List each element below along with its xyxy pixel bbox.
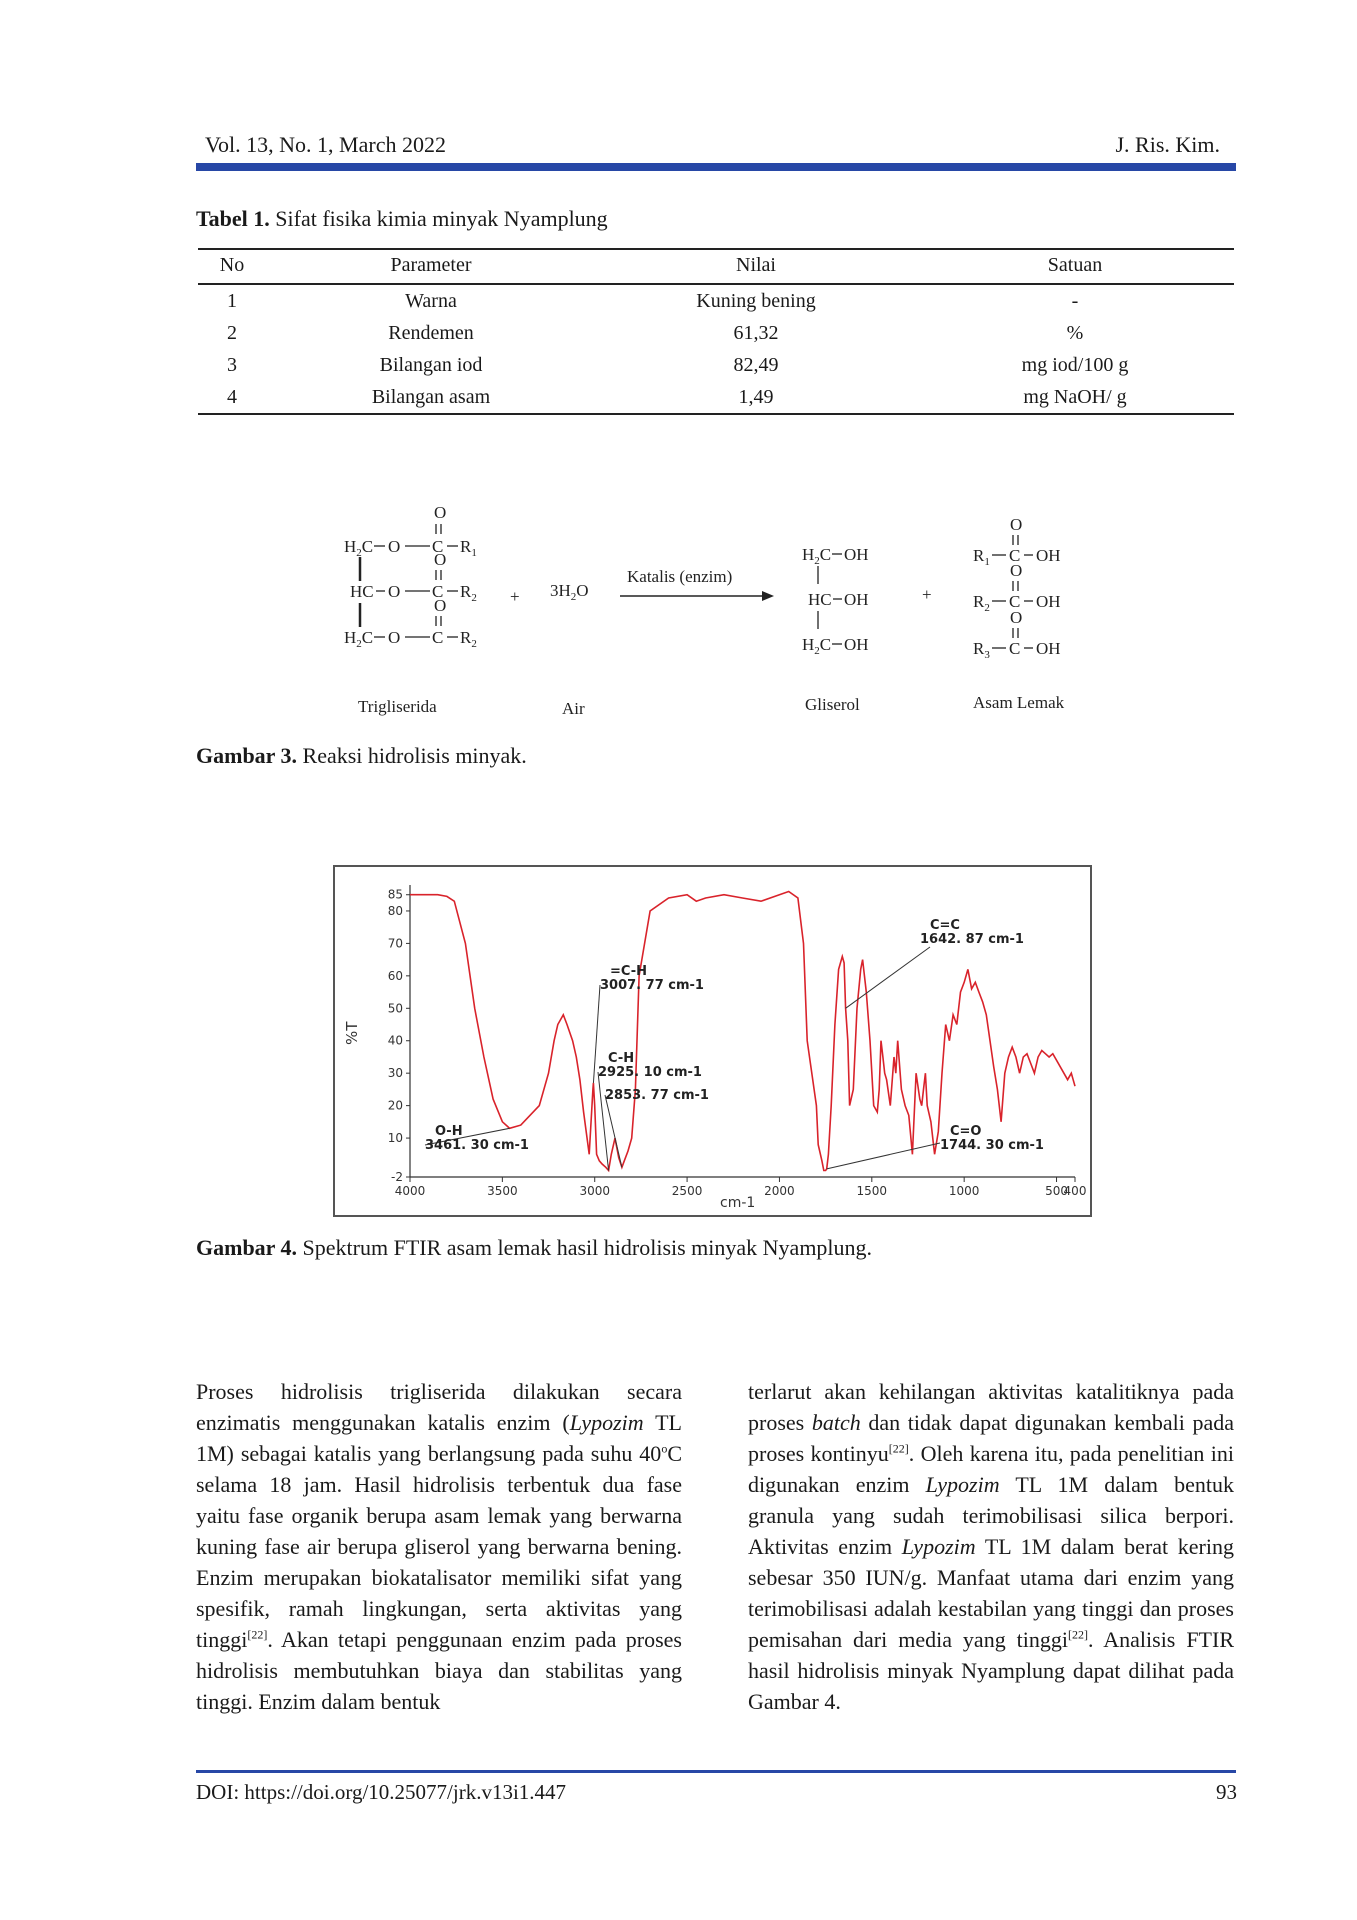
- plus-sign: +: [510, 587, 520, 606]
- ftir-y-tick-label: 30: [387, 1066, 403, 1081]
- ftir-annotation-value: 3007. 77 cm-1: [600, 978, 704, 993]
- ftir-annotations: [425, 918, 1044, 1171]
- cell-satuan: mg iod/100 g: [1021, 353, 1129, 376]
- properties-table: [198, 248, 1234, 415]
- figure4-caption: [196, 1235, 872, 1261]
- svg-text:OH: OH: [1036, 592, 1061, 611]
- atom-r2: $R_2$: [460, 582, 477, 604]
- ftir-x-tick-label: 2500: [671, 1184, 703, 1198]
- reaction-arrowhead: [762, 591, 774, 601]
- ftir-y-tick-label: 85: [387, 887, 403, 902]
- text-run: TL 1M) sebagai katalis yang berlangsung pada suhu 40: [196, 1410, 682, 1466]
- svg-text:OH: OH: [844, 590, 869, 609]
- ftir-annotation-group: =C-H: [610, 964, 648, 979]
- ftir-annotation-group: O-H: [435, 1124, 463, 1139]
- ftir-annotation: [605, 1088, 709, 1167]
- paragraph: [748, 1376, 1234, 1717]
- citation-ref[interactable]: [22]: [888, 1441, 909, 1456]
- atom-c-3: C: [432, 628, 444, 647]
- water-formula: $3H_2O$: [550, 581, 589, 603]
- cell-parameter: Rendemen: [388, 321, 474, 344]
- label-gliserol: Gliserol: [805, 695, 860, 714]
- svg-text:R1: $R_1$: [973, 546, 990, 568]
- atom-o: O: [434, 550, 447, 569]
- svg-text:O: O: [1010, 561, 1023, 580]
- text-run: TL 1M dalam berat kering sebesar 350 IUN/g. Manfaat utama dari enzim yang terimobilisasi adalah kestabilan yang tinggi dan proses pemisahan dari media yang tinggi: [748, 1534, 1234, 1652]
- ftir-y-tick-label: -2: [391, 1170, 403, 1184]
- atom-h2c-1: $H_2C$: [344, 537, 374, 559]
- svg-text:OH: OH: [1036, 546, 1061, 565]
- svg-text:O: O: [1010, 608, 1023, 627]
- text-run-italic: Lypozim: [901, 1534, 976, 1559]
- ftir-y-axis-label: %T: [343, 1021, 361, 1045]
- table-header-row: [198, 249, 1234, 284]
- atom-o: O: [434, 503, 447, 522]
- svg-text:O: O: [1010, 515, 1023, 534]
- atom-o-ester-2: O: [388, 582, 401, 601]
- text-run: . Oleh karena itu, pada penelitian ini digunakan enzim: [748, 1441, 1234, 1497]
- table-row: [198, 284, 1234, 317]
- cell-no: 2: [227, 321, 237, 344]
- ftir-annotation-leader: [598, 1072, 609, 1171]
- ftir-annotation-value: 3461. 30 cm-1: [425, 1138, 529, 1153]
- cell-nilai: 1,49: [596, 381, 916, 414]
- figure4-caption-text: Spektrum FTIR asam lemak hasil hidrolisis minyak Nyamplung.: [297, 1235, 873, 1260]
- fatty-acid-structure: [973, 515, 1061, 661]
- ftir-x-tick-label: 1000: [948, 1184, 980, 1198]
- ftir-annotation-group: C-H: [608, 1051, 635, 1066]
- cell-satuan: mg NaOH/ g: [916, 381, 1234, 414]
- text-run: TL 1M dalam bentuk granula yang sudah terimobilisasi silica berpori. Aktivitas enzim: [748, 1472, 1234, 1559]
- atom-r1: $R_1$: [460, 537, 477, 559]
- ftir-y-tick-label: 20: [387, 1098, 403, 1113]
- cell-parameter: Warna: [405, 289, 457, 312]
- svg-text:R2: $R_2$: [973, 592, 990, 614]
- text-run-italic: Lypozim: [925, 1472, 1000, 1497]
- ftir-x-tick-label: 400: [1063, 1184, 1087, 1198]
- cell-parameter: Bilangan asam: [266, 381, 596, 414]
- ftir-annotation-value: 1744. 30 cm-1: [940, 1138, 1044, 1153]
- svg-text:H2C: $H_2C$: [802, 545, 832, 567]
- ftir-y-tick-label: 10: [387, 1131, 403, 1146]
- label-air: Air: [562, 699, 585, 718]
- ftir-x-tick-label: 4000: [394, 1184, 426, 1198]
- ftir-x-tick-label: 2000: [764, 1184, 795, 1198]
- svg-text:C: C: [1009, 592, 1021, 611]
- ftir-x-tick-label: 1500: [856, 1184, 888, 1198]
- glycerol-structure: [802, 545, 869, 657]
- journal-volume: Vol. 13, No. 1, March 2022: [205, 132, 446, 157]
- svg-text:C: C: [1009, 639, 1021, 658]
- figure3-caption-text: Reaksi hidrolisis minyak.: [297, 743, 527, 768]
- cell-nilai: Kuning bening: [696, 289, 816, 312]
- citation-ref[interactable]: [22]: [247, 1627, 268, 1642]
- svg-text:H2C: $H_2C$: [802, 635, 832, 657]
- text-run: . Akan tetapi penggunaan enzim pada proses hidrolisis membutuhkan biaya dan stabilitas yang tinggi. Enzim dalam bentuk: [196, 1627, 682, 1714]
- svg-text:C: C: [1009, 546, 1021, 565]
- table-row: [198, 317, 1234, 349]
- col-header-parameter: Parameter: [266, 249, 596, 284]
- ftir-y-tick-label: 80: [387, 903, 403, 918]
- hydrolysis-reaction-scheme: [330, 500, 1110, 725]
- table-row: [198, 381, 1234, 414]
- ftir-annotation-leader: [846, 947, 930, 1008]
- ftir-y-tick-label: 40: [387, 1033, 403, 1048]
- cell-satuan: -: [1071, 289, 1079, 312]
- text-run: Proses hidrolisis trigliserida dilakukan secara enzimatis menggunakan katalis enzim (: [196, 1379, 682, 1435]
- ftir-x-tick-label: 500: [1045, 1184, 1068, 1198]
- text-run: . Analisis FTIR hasil hidrolisis minyak Nyamplung dapat dilihat pada Gambar 4.: [748, 1627, 1234, 1714]
- atom-c-1: C: [432, 537, 444, 556]
- ftir-chart: [335, 867, 1090, 1215]
- ftir-annotation-group: C=O: [950, 1124, 982, 1139]
- figure4-caption-label: Gambar 4.: [196, 1235, 298, 1260]
- cell-no: 1: [227, 289, 237, 312]
- atom-c-2: C: [432, 582, 444, 601]
- text-run-italic: batch: [811, 1410, 861, 1435]
- cell-nilai: 61,32: [733, 321, 779, 344]
- ftir-annotation-value: 2853. 77 cm-1: [605, 1088, 709, 1103]
- footer-rule: [196, 1770, 1236, 1773]
- ftir-annotation-value: 2925. 10 cm-1: [598, 1065, 702, 1080]
- table-row: [198, 349, 1234, 381]
- atom-hc: HC: [350, 582, 374, 601]
- cell-nilai: 82,49: [733, 353, 779, 376]
- paragraph: [196, 1376, 682, 1717]
- figure3-caption-label: Gambar 3.: [196, 743, 298, 768]
- cell-parameter: Bilangan iod: [379, 353, 483, 376]
- ftir-annotation: [598, 1051, 702, 1171]
- table-caption-label: Tabel 1.: [196, 206, 270, 231]
- cell-no: 4: [198, 381, 266, 414]
- atom-o-ester-1: O: [388, 537, 401, 556]
- page-number: 93: [1216, 1780, 1237, 1804]
- citation-ref[interactable]: [22]: [1068, 1627, 1088, 1642]
- figure3-caption: [196, 743, 527, 769]
- ftir-x-axis-label: cm-1: [720, 1195, 756, 1211]
- ftir-x-tick-label: 3000: [579, 1184, 610, 1198]
- ftir-chart-frame: [333, 865, 1092, 1217]
- table-caption: [196, 206, 608, 232]
- col-header-satuan: Satuan: [916, 249, 1234, 284]
- table-caption-text: Sifat fisika kimia minyak Nyamplung: [269, 206, 608, 231]
- ftir-annotation-group: C=C: [930, 918, 960, 933]
- svg-text:OH: OH: [844, 635, 869, 654]
- ftir-y-tick-label: 50: [387, 1001, 403, 1016]
- triglyceride-structure: [344, 503, 477, 650]
- text-run: C selama 18 jam. Hasil hidrolisis terbentuk dua fase yaitu fase organik berupa asam lemak yang berwarna kuning fase air berupa gliserol yang berwarna bening. Enzim merupakan biokatalisator memiliki sifat yang spesifik, ramah lingkungan, serta aktivitas yang tinggi: [196, 1441, 682, 1652]
- ftir-y-tick-label: 60: [387, 968, 403, 983]
- doi-link[interactable]: DOI: https://doi.org/10.25077/jrk.v13i1.447: [196, 1780, 567, 1804]
- ftir-x-tick-label: 3500: [487, 1184, 518, 1198]
- header-rule: [196, 163, 1236, 171]
- body-column-left: [196, 1376, 682, 1717]
- text-run: dan tidak dapat digunakan kembali pada proses kontinyu: [748, 1410, 1234, 1466]
- journal-name: J. Ris. Kim.: [1115, 132, 1220, 157]
- ftir-y-tick-label: 70: [387, 936, 403, 951]
- label-trigliserida: Trigliserida: [358, 697, 437, 716]
- svg-text:R3: $R_3$: [973, 639, 990, 661]
- col-header-nilai: Nilai: [596, 249, 916, 284]
- ftir-annotation: [425, 1124, 529, 1153]
- svg-text:HC: HC: [808, 590, 832, 609]
- svg-text:OH: OH: [844, 545, 869, 564]
- ftir-annotation-leader: [827, 1143, 940, 1169]
- text-run-italic: Lypozim: [569, 1410, 644, 1435]
- atom-o: O: [434, 596, 447, 615]
- ftir-annotation: [846, 918, 1024, 1008]
- cell-no: 3: [227, 353, 237, 376]
- svg-text:OH: OH: [1036, 639, 1061, 658]
- text-run: terlarut akan kehilangan aktivitas katalitiknya pada proses: [748, 1379, 1234, 1435]
- cell-satuan: %: [1066, 321, 1084, 344]
- atom-h2c-3: $H_2C$: [344, 628, 374, 650]
- atom-o-ester-3: O: [388, 628, 401, 647]
- col-header-no: No: [198, 249, 266, 284]
- atom-r2b: $R_2$: [460, 628, 477, 650]
- label-asam-lemak: Asam Lemak: [973, 693, 1065, 712]
- superscript: o: [661, 1441, 668, 1456]
- catalyst-label: Katalis (enzim): [627, 567, 733, 586]
- plus-sign-2: +: [922, 585, 932, 604]
- ftir-annotation-value: 1642. 87 cm-1: [920, 932, 1024, 947]
- body-column-right: [748, 1376, 1234, 1717]
